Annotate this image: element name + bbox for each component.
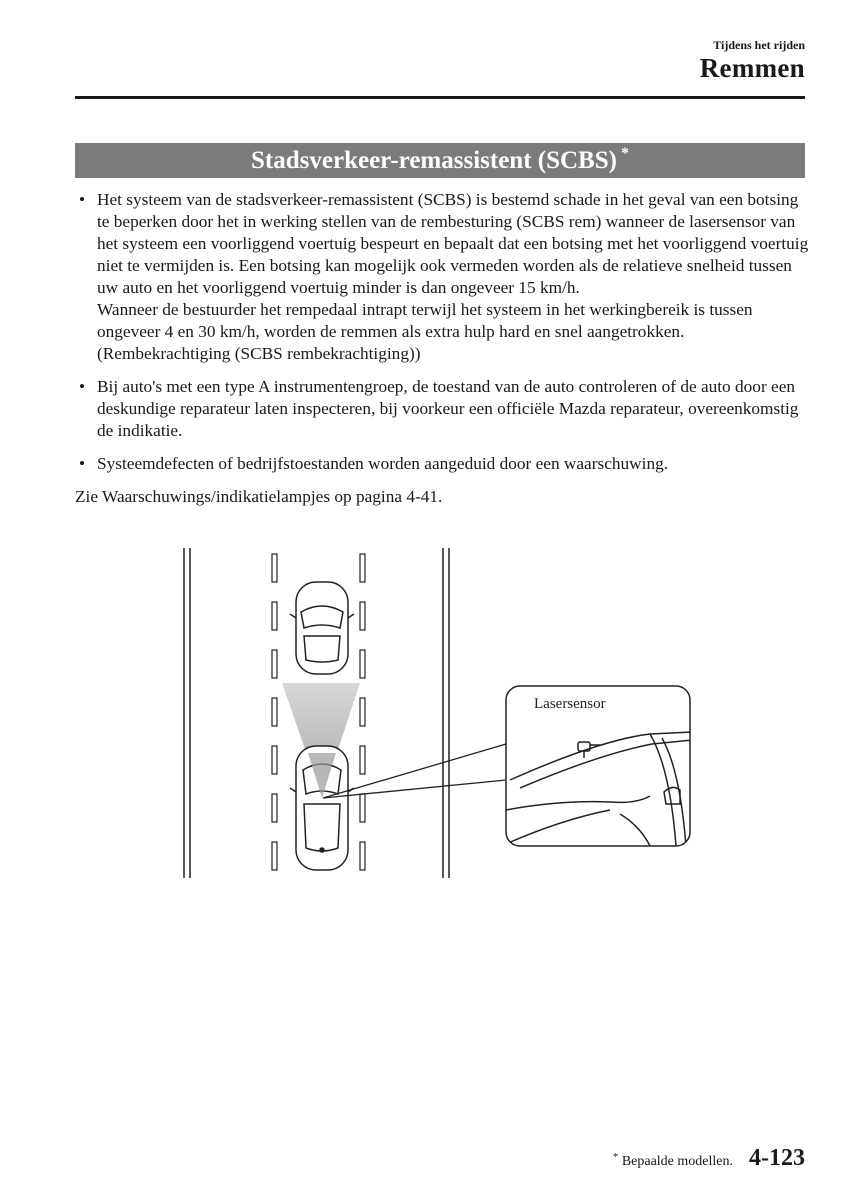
page-reference: Zie Waarschuwings/indikatielampjes op pagina 4-41. [75, 487, 443, 506]
bullet-paragraph: Wanneer de bestuurder het rempedaal intrapt terwijl het systeem in het werkingbereik is tussen ongeveer 4 en 30 km/h, worden de remmen als extra hulp hard en snel aangetrokken. (Rembekrachtiging (SCBS rembekrachtiging)) [97, 300, 753, 363]
bullet-list [75, 189, 810, 475]
callout-leader [323, 744, 506, 798]
body-content [75, 189, 810, 508]
lane-marking-left [272, 554, 277, 870]
asterisk-marker: * [620, 144, 629, 162]
asterisk-marker: * [612, 1151, 619, 1163]
chapter-subtitle: Tijdens het rijden [713, 38, 805, 52]
bullet-paragraph: Het systeem van de stadsverkeer-remassistent (SCBS) is bestemd schade in het geval van een botsing te beperken door het in werking stellen van de rembesturing (SCBS rem) wanneer de lasersensor van het systeem een voorliggend voertuig bespeurt en bepaalt dat een botsing met het voorliggend voertuig niet te vermijden is. Een botsing kan mogelijk ook vermeden worden als de relatieve snelheid tussen uw auto en het voorliggend voertuig minder is dan ongeveer 15 km/h. [97, 190, 809, 297]
road-diagram [180, 548, 700, 878]
road-edge-right [443, 548, 449, 878]
page-footer [613, 1145, 805, 1172]
road-edge-left [184, 548, 190, 878]
bullet-paragraph: Systeemdefecten of bedrijfstoestanden worden aangeduid door een waarschuwing. [97, 454, 669, 473]
bullet-item [75, 453, 810, 475]
header-rule [75, 96, 805, 99]
bullet-paragraph: Bij auto's met een type A instrumentengroep, de toestand van de auto controleren of de auto door een deskundige reparateur laten inspecteren, bij voorkeur een officiële Mazda reparateur, overeenkomstig de indikatie. [97, 377, 799, 440]
scbs-illustration [180, 548, 700, 878]
bullet-icon: • [79, 190, 86, 209]
bullet-item [75, 189, 810, 365]
section-title: Stadsverkeer-remassistent (SCBS) [251, 146, 617, 174]
footnote-text: Bepaalde modellen. [621, 1154, 733, 1169]
lane-marking-right [360, 554, 365, 870]
bullet-icon: • [79, 377, 86, 396]
chapter-title: Remmen [699, 53, 805, 83]
leading-vehicle [290, 582, 354, 674]
section-heading [75, 143, 805, 178]
footnote [612, 1151, 733, 1170]
page-number: 4-123 [749, 1145, 805, 1171]
callout-label: Lasersensor [534, 696, 606, 712]
bullet-icon: • [79, 454, 86, 473]
bullet-item [75, 376, 810, 442]
